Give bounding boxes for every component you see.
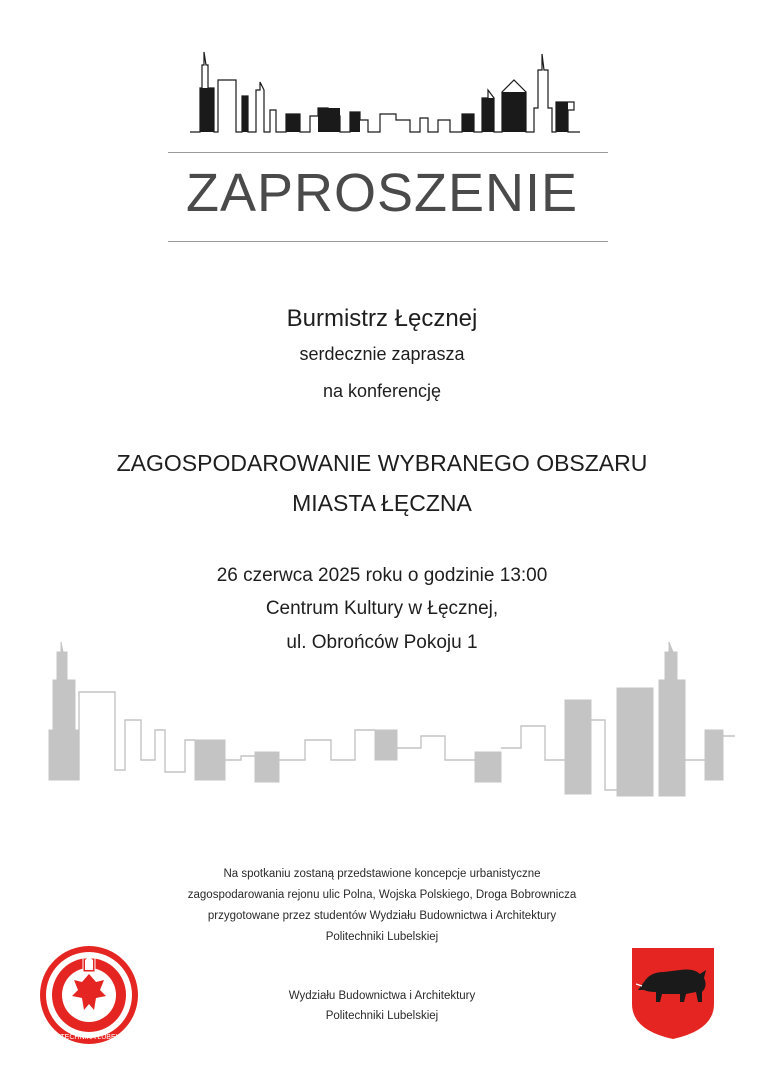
- leczna-coat-of-arms: [628, 946, 718, 1041]
- conference-title-line1: ZAGOSPODAROWANIE WYBRANEGO OBSZARU: [116, 450, 648, 476]
- politechnika-lubelska-logo: [38, 944, 140, 1046]
- page-title: ZAPROSZENIE: [185, 163, 579, 223]
- event-date: 26 czerwca 2025 roku o godzinie 13:00: [216, 565, 548, 586]
- note-line: przygotowane przez studentów Wydziału Budownictwa i Architektury: [207, 910, 557, 922]
- footer-line: Wydziału Budownictwa i Architektury: [288, 990, 476, 1002]
- note-line: Politechniki Lubelskiej: [325, 931, 439, 943]
- conference-title-line2: MIASTA ŁĘCZNA: [292, 490, 472, 516]
- top-skyline-icon: [190, 50, 580, 142]
- invite-line: serdecznie zaprasza: [299, 344, 465, 364]
- note-line: zagospodarowania rejonu ulic Polna, Wojska Polskiego, Droga Bobrownicza: [187, 889, 577, 901]
- event-place: Centrum Kultury w Łęcznej,: [265, 598, 499, 619]
- title-top-rule: [168, 152, 608, 153]
- logo-text: POLITECHNIKA LUBELSKA: [44, 1034, 134, 1041]
- host-name: Burmistrz Łęcznej: [286, 305, 478, 332]
- bottom-skyline-icon: [45, 640, 735, 800]
- title-bottom-rule: [168, 241, 608, 242]
- event-address: ul. Obrońców Pokoju 1: [286, 632, 478, 653]
- footer-line: Politechniki Lubelskiej: [325, 1010, 439, 1022]
- note-line: Na spotkaniu zostaną przedstawione koncepcje urbanistyczne: [223, 868, 541, 880]
- invite-line: na konferencję: [322, 381, 442, 401]
